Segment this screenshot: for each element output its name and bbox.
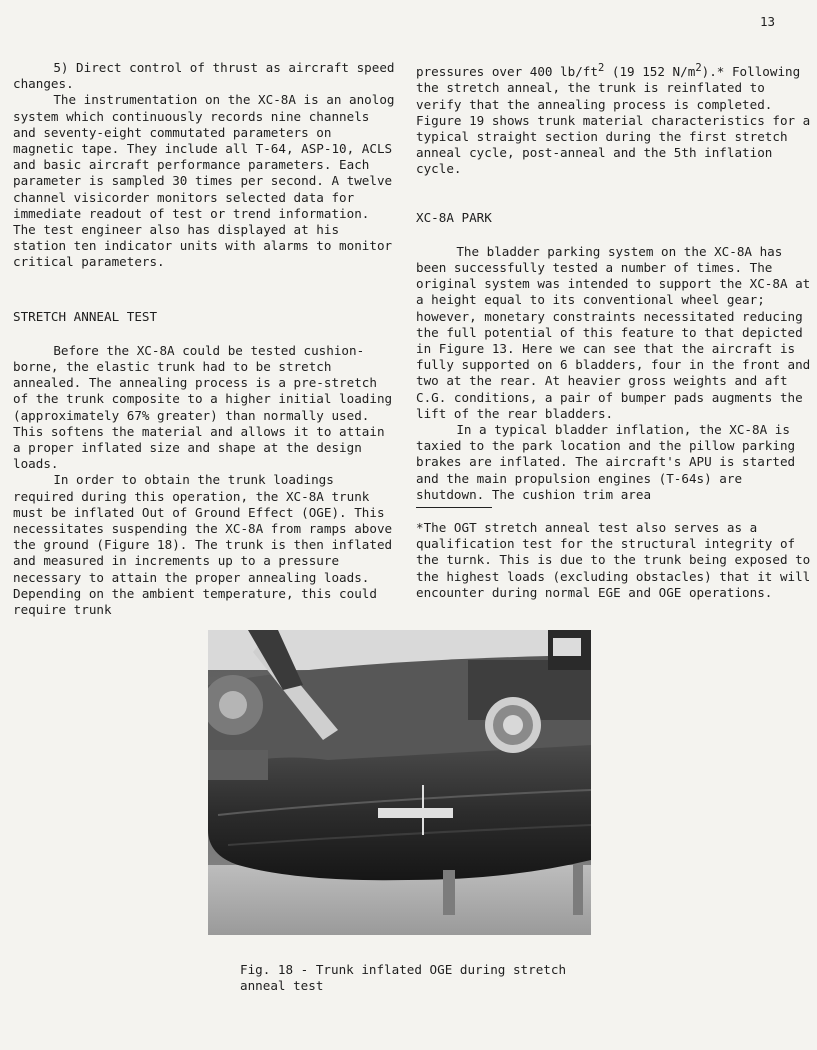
right-paragraph-1 xyxy=(416,60,811,178)
caption-line-2: anneal test xyxy=(240,978,324,993)
superscript: 2 xyxy=(597,62,605,74)
aircraft-photo-illustration xyxy=(208,630,591,935)
pressure-text: pressures over 400 lb/ft xyxy=(416,64,598,80)
footnote-rule xyxy=(416,507,492,508)
figure-18-photo xyxy=(208,630,591,935)
right-column xyxy=(416,60,811,601)
figure-caption xyxy=(240,962,580,994)
right-paragraph-1-rest: ).* Following the stretch anneal, the trunk is reinflated to verify that the annealing process is completed. Figure 19 shows trunk material characteristics for a typical straight section during the first stretch anneal cycle, post-anneal and the 5th inflation cycle. xyxy=(416,64,811,177)
footnote: *The OGT stretch anneal test also serves as a qualification test for the structural integrity of the turnk. This is due to the trunk being exposed to the highest loads (excluding obstacles) that it will encounter during normal EGE and OGE operations. xyxy=(416,520,811,600)
caption-line-1: Fig. 18 - Trunk inflated OGE during stretch xyxy=(240,962,567,977)
left-paragraph-3: Before the XC-8A could be tested cushion-borne, the elastic trunk had to be stretch annealed. The annealing process is a pre-stretch of the trunk composite to a higher initial loading (approximately 67% greater) than normally used. This softens the material and allows it to attain a proper inflated size and shape at the design loads. xyxy=(13,342,393,472)
left-column xyxy=(13,60,395,618)
left-paragraph-1: 5) Direct control of thrust as aircraft speed changes. xyxy=(13,60,395,92)
section-heading-xc8a-park: XC-8A PARK xyxy=(416,209,492,225)
superscript: 2 xyxy=(695,62,702,74)
right-paragraph-3: In a typical bladder inflation, the XC-8A is taxied to the park location and the pillow parking brakes are inflated. The aircraft's APU is started and the main propulsion engines (T-64s) are shutdown. The cushion trim area xyxy=(416,422,796,502)
pressure-metric-text: (19 152 N/m xyxy=(604,64,696,80)
left-paragraph-4: In order to obtain the trunk loadings required during this operation, the XC-8A trunk must be inflated Out of Ground Effect (OGE). This necessitates suspending the XC-8A from ramps above the ground (Figure 18). The trunk is then inflated and measured in increments up to a pressure necessary to attain the proper annealing loads. Depending on the ambient temperature, this could require trunk xyxy=(13,472,393,618)
left-paragraph-2: The instrumentation on the XC-8A is an anolog system which continuously records nine channels and seventy-eight commutated parameters on magnetic tape. They include all T-64, ASP-10, ACLS and basic aircraft performance parameters. Each parameter is sampled 30 times per second. A twelve channel visicorder monitors selected data for immediate readout of test or trend information. The test engineer also has displayed at his station ten indicator units with alarms to monitor critical parameters. xyxy=(13,92,395,270)
page-number: 13 xyxy=(760,14,776,29)
section-heading-stretch-anneal: STRETCH ANNEAL TEST xyxy=(13,308,158,324)
right-paragraph-2: The bladder parking system on the XC-8A has been successfully tested a number of times. The original system was intended to support the XC-8A at a height equal to its conventional wheel gear; however, monetary constraints necessitated reducing the full potential of this feature to that depicted in Figure 13. Here we can see that the aircraft is fully supported on 6 bladders, four in the front and two at the rear. At heavier gross weights and aft C.G. conditions, a pair of bumper pads augments the lift of the rear bladders. xyxy=(416,243,811,421)
